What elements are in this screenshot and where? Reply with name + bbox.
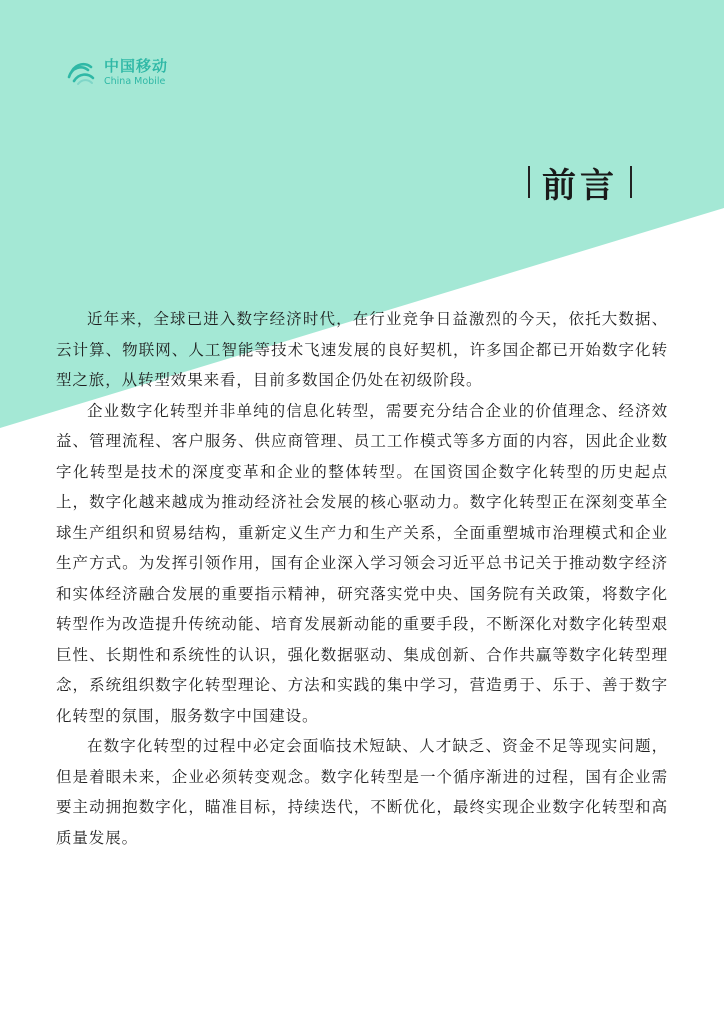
page-title: 前言 xyxy=(542,165,618,206)
paragraph-1: 近年来，全球已进入数字经济时代，在行业竞争日益激烈的今天，依托大数据、云计算、物联网、人工智能等技术飞速发展的良好契机，许多国企都已开始数字化转型之旅，从转型效果来看，目前多数国企仍处在初级阶段。 xyxy=(56,310,668,389)
page-title-block xyxy=(528,159,632,205)
preface-body xyxy=(56,304,668,853)
paragraph-3: 在数字化转型的过程中必定会面临技术短缺、人才缺乏、资金不足等现实问题，但是着眼未来，企业必须转变观念。数字化转型是一个循序渐进的过程，国有企业需要主动拥抱数字化，瞄准目标，持续迭代，不断优化，最终实现企业数字化转型和高质量发展。 xyxy=(56,737,668,847)
logo-chinese-text: 中国移动 xyxy=(104,57,169,76)
paragraph-2: 企业数字化转型并非单纯的信息化转型，需要充分结合企业的价值理念、经济效益、管理流程、客户服务、供应商管理、员工工作模式等多方面的内容，因此企业数字化转型是技术的深度变革和企业的整体转型。在国资国企数字化转型的历史起点上，数字化越来越成为推动经济社会发展的核心驱动力。数字化转型正在深刻变革全球生产组织和贸易结构，重新定义生产力和生产关系，全面重塑城市治理模式和企业生产方式。为发挥引领作用，国有企业深入学习领会习近平总书记关于推动数字经济和实体经济融合发展的重要指示精神，研究落实党中央、国务院有关政策，将数字化转型作为改造提升传统动能、培育发展新动能的重要手段，不断深化对数字化转型艰巨性、长期性和系统性的认识，强化数据驱动、集成创新、合作共赢等数字化转型理念，系统组织数字化转型理论、方法和实践的集中学习，营造勇于、乐于、善于数字化转型的氛围，服务数字中国建设。 xyxy=(56,401,668,725)
logo-english-text: China Mobile xyxy=(104,76,166,88)
title-right-bar xyxy=(630,166,632,198)
china-mobile-logo-icon xyxy=(64,56,98,90)
china-mobile-logo xyxy=(64,56,168,90)
title-left-bar xyxy=(528,166,530,198)
